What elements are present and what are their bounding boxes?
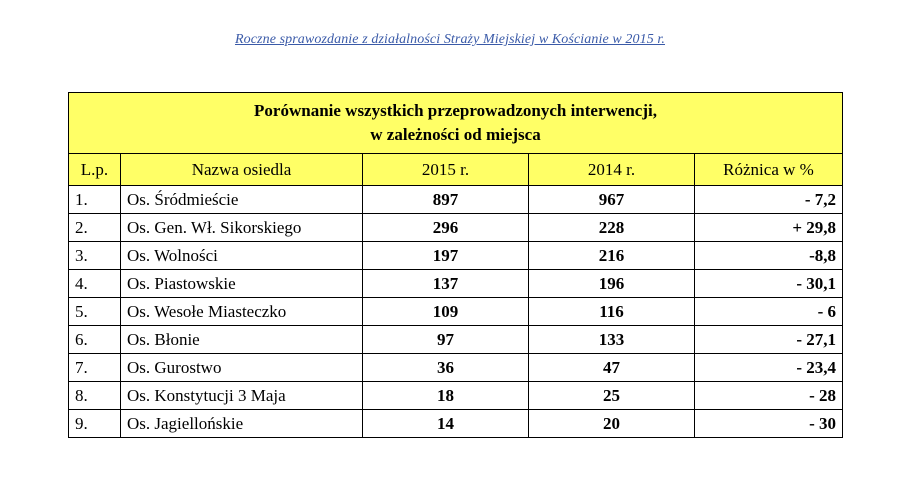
row-number: 7. [69, 354, 121, 382]
value-2014: 196 [529, 270, 695, 298]
value-2015: 14 [363, 410, 529, 438]
difference-percent: - 27,1 [695, 326, 843, 354]
value-2015: 109 [363, 298, 529, 326]
table-row [69, 214, 843, 242]
value-2015: 897 [363, 186, 529, 214]
district-name: Os. Konstytucji 3 Maja [121, 382, 363, 410]
district-name: Os. Śródmieście [121, 186, 363, 214]
value-2014: 20 [529, 410, 695, 438]
value-2014: 47 [529, 354, 695, 382]
difference-percent: - 28 [695, 382, 843, 410]
column-header-lp: L.p. [69, 154, 121, 186]
table-row [69, 410, 843, 438]
table-row [69, 270, 843, 298]
table-body [69, 186, 843, 438]
district-name: Os. Gen. Wł. Sikorskiego [121, 214, 363, 242]
value-2015: 36 [363, 354, 529, 382]
table-title-line-1: Porównanie wszystkich przeprowadzonych interwencji, [254, 101, 657, 120]
value-2015: 197 [363, 242, 529, 270]
table-title [69, 93, 843, 154]
table-row [69, 242, 843, 270]
value-2014: 133 [529, 326, 695, 354]
value-2014: 967 [529, 186, 695, 214]
column-header-name: Nazwa osiedla [121, 154, 363, 186]
district-name: Os. Błonie [121, 326, 363, 354]
table-header-row [69, 154, 843, 186]
district-name: Os. Gurostwo [121, 354, 363, 382]
column-header-2014: 2014 r. [529, 154, 695, 186]
value-2015: 18 [363, 382, 529, 410]
interventions-table [68, 92, 843, 438]
row-number: 8. [69, 382, 121, 410]
table-row [69, 298, 843, 326]
difference-percent: - 6 [695, 298, 843, 326]
row-number: 2. [69, 214, 121, 242]
table-row [69, 382, 843, 410]
table-row [69, 186, 843, 214]
value-2014: 116 [529, 298, 695, 326]
table-title-row [69, 93, 843, 154]
table-row [69, 354, 843, 382]
row-number: 4. [69, 270, 121, 298]
difference-percent: - 7,2 [695, 186, 843, 214]
value-2015: 137 [363, 270, 529, 298]
value-2015: 97 [363, 326, 529, 354]
difference-percent: - 23,4 [695, 354, 843, 382]
value-2015: 296 [363, 214, 529, 242]
column-header-2015: 2015 r. [363, 154, 529, 186]
value-2014: 25 [529, 382, 695, 410]
district-name: Os. Wolności [121, 242, 363, 270]
row-number: 9. [69, 410, 121, 438]
value-2014: 228 [529, 214, 695, 242]
row-number: 5. [69, 298, 121, 326]
value-2014: 216 [529, 242, 695, 270]
row-number: 1. [69, 186, 121, 214]
document-header: Roczne sprawozdanie z działalności Straży Miejskiej w Kościanie w 2015 r. [234, 32, 665, 47]
table-row [69, 326, 843, 354]
district-name: Os. Wesołe Miasteczko [121, 298, 363, 326]
difference-percent: - 30,1 [695, 270, 843, 298]
column-header-difference: Różnica w % [695, 154, 843, 186]
difference-percent: -8,8 [695, 242, 843, 270]
difference-percent: - 30 [695, 410, 843, 438]
row-number: 3. [69, 242, 121, 270]
table-title-line-2: w zależności od miejsca [370, 125, 541, 144]
district-name: Os. Jagiellońskie [121, 410, 363, 438]
difference-percent: + 29,8 [695, 214, 843, 242]
district-name: Os. Piastowskie [121, 270, 363, 298]
row-number: 6. [69, 326, 121, 354]
